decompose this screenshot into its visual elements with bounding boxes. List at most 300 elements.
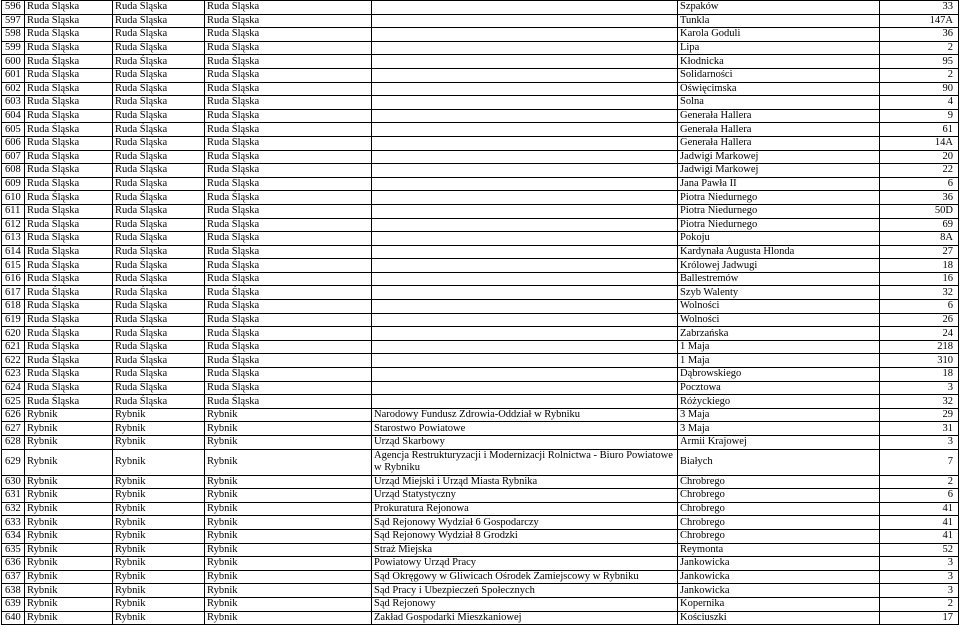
city-cell: Ruda Śląska xyxy=(25,204,113,218)
institution-cell xyxy=(372,1,678,15)
city-cell: Ruda Śląska xyxy=(25,218,113,232)
institution-cell xyxy=(372,82,678,96)
institution-cell xyxy=(372,191,678,205)
row-number: 632 xyxy=(2,502,25,516)
institution-cell: Prokuratura Rejonowa xyxy=(372,502,678,516)
table-row xyxy=(2,68,959,82)
municipality-cell: Rybnik xyxy=(205,543,372,557)
table-row xyxy=(2,109,959,123)
table-row xyxy=(2,55,959,69)
municipality-cell: Rybnik xyxy=(205,584,372,598)
row-number: 607 xyxy=(2,150,25,164)
building-number-cell: 95 xyxy=(880,55,959,69)
street-cell: Karola Goduli xyxy=(678,28,880,42)
city-cell: Rybnik xyxy=(25,584,113,598)
municipality-cell: Rybnik xyxy=(205,475,372,489)
street-cell: Kopernika xyxy=(678,597,880,611)
institution-cell xyxy=(372,368,678,382)
row-number: 612 xyxy=(2,218,25,232)
institution-cell xyxy=(372,41,678,55)
county-cell: Rybnik xyxy=(113,516,205,530)
city-cell: Ruda Śląska xyxy=(25,395,113,409)
row-number: 630 xyxy=(2,475,25,489)
table-row xyxy=(2,436,959,450)
row-number: 610 xyxy=(2,191,25,205)
street-cell: Pocztowa xyxy=(678,381,880,395)
street-cell: Tunkla xyxy=(678,14,880,28)
county-cell: Ruda Śląska xyxy=(113,1,205,15)
building-number-cell: 32 xyxy=(880,286,959,300)
table-row xyxy=(2,489,959,503)
building-number-cell: 90 xyxy=(880,82,959,96)
building-number-cell: 26 xyxy=(880,313,959,327)
table-row xyxy=(2,136,959,150)
county-cell: Ruda Śląska xyxy=(113,41,205,55)
row-number: 616 xyxy=(2,272,25,286)
row-number: 638 xyxy=(2,584,25,598)
municipality-cell: Ruda Śląska xyxy=(205,300,372,314)
city-cell: Ruda Śląska xyxy=(25,164,113,178)
table-row xyxy=(2,584,959,598)
table-row xyxy=(2,368,959,382)
row-number: 624 xyxy=(2,381,25,395)
municipality-cell: Rybnik xyxy=(205,436,372,450)
city-cell: Rybnik xyxy=(25,597,113,611)
institution-cell: Sąd Rejonowy Wydział 8 Grodzki xyxy=(372,529,678,543)
row-number: 620 xyxy=(2,327,25,341)
building-number-cell: 33 xyxy=(880,1,959,15)
row-number: 609 xyxy=(2,177,25,191)
institution-cell: Sąd Pracy i Ubezpieczeń Społecznych xyxy=(372,584,678,598)
institution-cell xyxy=(372,381,678,395)
municipality-cell: Rybnik xyxy=(205,557,372,571)
municipality-cell: Rybnik xyxy=(205,529,372,543)
row-number: 629 xyxy=(2,449,25,475)
street-cell: Armii Krajowej xyxy=(678,436,880,450)
table-row xyxy=(2,395,959,409)
city-cell: Rybnik xyxy=(25,516,113,530)
county-cell: Ruda Śląska xyxy=(113,218,205,232)
institution-cell xyxy=(372,354,678,368)
municipality-cell: Rybnik xyxy=(205,489,372,503)
institution-cell: Sąd Rejonowy Wydział 6 Gospodarczy xyxy=(372,516,678,530)
table-row xyxy=(2,597,959,611)
row-number: 611 xyxy=(2,204,25,218)
street-cell: Piotra Niedurnego xyxy=(678,218,880,232)
building-number-cell: 2 xyxy=(880,41,959,55)
street-cell: Generała Hallera xyxy=(678,109,880,123)
municipality-cell: Ruda Śląska xyxy=(205,286,372,300)
street-cell: Białych xyxy=(678,449,880,475)
municipality-cell: Ruda Śląska xyxy=(205,109,372,123)
building-number-cell: 7 xyxy=(880,449,959,475)
row-number: 636 xyxy=(2,557,25,571)
county-cell: Rybnik xyxy=(113,529,205,543)
county-cell: Ruda Śląska xyxy=(113,395,205,409)
table-row xyxy=(2,502,959,516)
building-number-cell: 9 xyxy=(880,109,959,123)
institution-cell xyxy=(372,313,678,327)
institution-cell xyxy=(372,14,678,28)
county-cell: Ruda Śląska xyxy=(113,232,205,246)
row-number: 605 xyxy=(2,123,25,137)
city-cell: Ruda Śląska xyxy=(25,55,113,69)
county-cell: Rybnik xyxy=(113,408,205,422)
county-cell: Ruda Śląska xyxy=(113,28,205,42)
street-cell: Szyb Walenty xyxy=(678,286,880,300)
county-cell: Ruda Śląska xyxy=(113,381,205,395)
row-number: 621 xyxy=(2,340,25,354)
county-cell: Rybnik xyxy=(113,570,205,584)
municipality-cell: Rybnik xyxy=(205,597,372,611)
county-cell: Rybnik xyxy=(113,584,205,598)
municipality-cell: Rybnik xyxy=(205,570,372,584)
institution-cell xyxy=(372,259,678,273)
county-cell: Ruda Śląska xyxy=(113,109,205,123)
institution-cell xyxy=(372,55,678,69)
street-cell: Generała Hallera xyxy=(678,136,880,150)
table-row xyxy=(2,1,959,15)
municipality-cell: Rybnik xyxy=(205,422,372,436)
building-number-cell: 8A xyxy=(880,232,959,246)
building-number-cell: 50D xyxy=(880,204,959,218)
city-cell: Ruda Śląska xyxy=(25,82,113,96)
street-cell: 3 Maja xyxy=(678,408,880,422)
municipality-cell: Rybnik xyxy=(205,611,372,625)
table-row xyxy=(2,300,959,314)
county-cell: Rybnik xyxy=(113,489,205,503)
building-number-cell: 32 xyxy=(880,395,959,409)
county-cell: Ruda Śląska xyxy=(113,300,205,314)
city-cell: Ruda Śląska xyxy=(25,1,113,15)
county-cell: Ruda Śląska xyxy=(113,327,205,341)
municipality-cell: Ruda Śląska xyxy=(205,272,372,286)
municipality-cell: Ruda Śląska xyxy=(205,96,372,110)
municipality-cell: Ruda Śląska xyxy=(205,28,372,42)
city-cell: Ruda Śląska xyxy=(25,150,113,164)
table-row xyxy=(2,327,959,341)
table-row xyxy=(2,232,959,246)
institution-cell xyxy=(372,150,678,164)
table-row xyxy=(2,422,959,436)
institution-cell xyxy=(372,327,678,341)
county-cell: Ruda Śląska xyxy=(113,368,205,382)
building-number-cell: 2 xyxy=(880,475,959,489)
street-cell: Wolności xyxy=(678,313,880,327)
city-cell: Ruda Śląska xyxy=(25,177,113,191)
building-number-cell: 3 xyxy=(880,570,959,584)
municipality-cell: Ruda Śląska xyxy=(205,164,372,178)
street-cell: Chrobrego xyxy=(678,516,880,530)
municipality-cell: Ruda Śląska xyxy=(205,150,372,164)
municipality-cell: Ruda Śląska xyxy=(205,123,372,137)
city-cell: Ruda Śląska xyxy=(25,368,113,382)
county-cell: Rybnik xyxy=(113,436,205,450)
building-number-cell: 3 xyxy=(880,584,959,598)
table-row xyxy=(2,218,959,232)
county-cell: Ruda Śląska xyxy=(113,313,205,327)
row-number: 637 xyxy=(2,570,25,584)
table-row xyxy=(2,381,959,395)
street-cell: Szpaków xyxy=(678,1,880,15)
institution-cell: Agencja Restrukturyzacji i Modernizacji Rolnictwa - Biuro Powiatowe w Rybniku xyxy=(372,449,678,475)
row-number: 623 xyxy=(2,368,25,382)
table-row xyxy=(2,191,959,205)
table-row xyxy=(2,164,959,178)
city-cell: Ruda Śląska xyxy=(25,123,113,137)
municipality-cell: Ruda Śląska xyxy=(205,340,372,354)
table-row xyxy=(2,340,959,354)
row-number: 617 xyxy=(2,286,25,300)
building-number-cell: 2 xyxy=(880,68,959,82)
street-cell: Jana Pawła II xyxy=(678,177,880,191)
building-number-cell: 61 xyxy=(880,123,959,137)
institution-cell xyxy=(372,300,678,314)
table-row xyxy=(2,177,959,191)
city-cell: Ruda Śląska xyxy=(25,41,113,55)
city-cell: Ruda Śląska xyxy=(25,381,113,395)
city-cell: Ruda Śląska xyxy=(25,232,113,246)
table-row xyxy=(2,449,959,475)
building-number-cell: 18 xyxy=(880,368,959,382)
county-cell: Ruda Śląska xyxy=(113,286,205,300)
street-cell: Jankowicka xyxy=(678,584,880,598)
county-cell: Ruda Śląska xyxy=(113,136,205,150)
city-cell: Ruda Śląska xyxy=(25,300,113,314)
institution-cell: Narodowy Fundusz Zdrowia-Oddział w Rybniku xyxy=(372,408,678,422)
building-number-cell: 27 xyxy=(880,245,959,259)
building-number-cell: 22 xyxy=(880,164,959,178)
county-cell: Rybnik xyxy=(113,475,205,489)
municipality-cell: Ruda Śląska xyxy=(205,313,372,327)
institution-cell: Starostwo Powiatowe xyxy=(372,422,678,436)
municipality-cell: Ruda Śląska xyxy=(205,177,372,191)
institution-cell xyxy=(372,340,678,354)
city-cell: Ruda Śląska xyxy=(25,68,113,82)
row-number: 598 xyxy=(2,28,25,42)
institution-cell xyxy=(372,245,678,259)
county-cell: Rybnik xyxy=(113,543,205,557)
row-number: 635 xyxy=(2,543,25,557)
building-number-cell: 6 xyxy=(880,177,959,191)
municipality-cell: Ruda Śląska xyxy=(205,259,372,273)
county-cell: Rybnik xyxy=(113,449,205,475)
building-number-cell: 17 xyxy=(880,611,959,625)
row-number: 622 xyxy=(2,354,25,368)
county-cell: Rybnik xyxy=(113,557,205,571)
building-number-cell: 29 xyxy=(880,408,959,422)
row-number: 619 xyxy=(2,313,25,327)
building-number-cell: 4 xyxy=(880,96,959,110)
street-cell: Pokoju xyxy=(678,232,880,246)
county-cell: Ruda Śląska xyxy=(113,55,205,69)
street-cell: Wolności xyxy=(678,300,880,314)
institution-cell xyxy=(372,136,678,150)
row-number: 601 xyxy=(2,68,25,82)
street-cell: 1 Maja xyxy=(678,354,880,368)
table-row xyxy=(2,82,959,96)
table-row xyxy=(2,529,959,543)
street-cell: Solidarności xyxy=(678,68,880,82)
street-cell: Jankowicka xyxy=(678,570,880,584)
institution-cell xyxy=(372,286,678,300)
row-number: 628 xyxy=(2,436,25,450)
row-number: 626 xyxy=(2,408,25,422)
institution-cell xyxy=(372,109,678,123)
building-number-cell: 218 xyxy=(880,340,959,354)
institution-cell: Urząd Miejski i Urząd Miasta Rybnika xyxy=(372,475,678,489)
institution-cell xyxy=(372,164,678,178)
building-number-cell: 41 xyxy=(880,502,959,516)
street-cell: Ballestremów xyxy=(678,272,880,286)
city-cell: Ruda Śląska xyxy=(25,340,113,354)
county-cell: Ruda Śląska xyxy=(113,96,205,110)
street-cell: Chrobrego xyxy=(678,489,880,503)
municipality-cell: Ruda Śląska xyxy=(205,14,372,28)
building-number-cell: 36 xyxy=(880,191,959,205)
city-cell: Ruda Śląska xyxy=(25,354,113,368)
street-cell: Solna xyxy=(678,96,880,110)
building-number-cell: 16 xyxy=(880,272,959,286)
municipality-cell: Ruda Śląska xyxy=(205,368,372,382)
row-number: 608 xyxy=(2,164,25,178)
row-number: 596 xyxy=(2,1,25,15)
table-body xyxy=(2,1,959,625)
row-number: 640 xyxy=(2,611,25,625)
city-cell: Ruda Śląska xyxy=(25,96,113,110)
municipality-cell: Ruda Śląska xyxy=(205,55,372,69)
building-number-cell: 6 xyxy=(880,489,959,503)
table-row xyxy=(2,259,959,273)
street-cell: 3 Maja xyxy=(678,422,880,436)
municipality-cell: Ruda Śląska xyxy=(205,395,372,409)
table-row xyxy=(2,408,959,422)
street-cell: Jankowicka xyxy=(678,557,880,571)
county-cell: Ruda Śląska xyxy=(113,150,205,164)
street-cell: Zabrzańska xyxy=(678,327,880,341)
table-row xyxy=(2,516,959,530)
building-number-cell: 147A xyxy=(880,14,959,28)
county-cell: Rybnik xyxy=(113,611,205,625)
building-number-cell: 3 xyxy=(880,436,959,450)
county-cell: Ruda Śląska xyxy=(113,164,205,178)
city-cell: Ruda Śląska xyxy=(25,28,113,42)
institution-cell: Sąd Rejonowy xyxy=(372,597,678,611)
street-cell: Chrobrego xyxy=(678,475,880,489)
building-number-cell: 3 xyxy=(880,381,959,395)
street-cell: 1 Maja xyxy=(678,340,880,354)
city-cell: Rybnik xyxy=(25,570,113,584)
municipality-cell: Ruda Śląska xyxy=(205,82,372,96)
city-cell: Rybnik xyxy=(25,611,113,625)
institution-cell xyxy=(372,395,678,409)
street-cell: Dąbrowskiego xyxy=(678,368,880,382)
table-row xyxy=(2,41,959,55)
street-cell: Lipa xyxy=(678,41,880,55)
street-cell: Oświęcimska xyxy=(678,82,880,96)
institution-cell xyxy=(372,28,678,42)
row-number: 604 xyxy=(2,109,25,123)
city-cell: Ruda Śląska xyxy=(25,313,113,327)
county-cell: Ruda Śląska xyxy=(113,191,205,205)
county-cell: Ruda Śląska xyxy=(113,14,205,28)
building-number-cell: 36 xyxy=(880,28,959,42)
municipality-cell: Ruda Śląska xyxy=(205,68,372,82)
row-number: 599 xyxy=(2,41,25,55)
municipality-cell: Ruda Śląska xyxy=(205,354,372,368)
city-cell: Ruda Śląska xyxy=(25,136,113,150)
municipality-cell: Rybnik xyxy=(205,516,372,530)
street-cell: Kłodnicka xyxy=(678,55,880,69)
city-cell: Rybnik xyxy=(25,449,113,475)
building-number-cell: 3 xyxy=(880,557,959,571)
street-cell: Generała Hallera xyxy=(678,123,880,137)
municipality-cell: Ruda Śląska xyxy=(205,232,372,246)
table-row xyxy=(2,286,959,300)
city-cell: Ruda Śląska xyxy=(25,191,113,205)
city-cell: Ruda Śląska xyxy=(25,286,113,300)
table-row xyxy=(2,28,959,42)
city-cell: Rybnik xyxy=(25,502,113,516)
row-number: 602 xyxy=(2,82,25,96)
city-cell: Rybnik xyxy=(25,475,113,489)
city-cell: Ruda Śląska xyxy=(25,109,113,123)
institution-cell: Straż Miejska xyxy=(372,543,678,557)
table-row xyxy=(2,557,959,571)
municipality-cell: Ruda Śląska xyxy=(205,327,372,341)
municipality-cell: Ruda Śląska xyxy=(205,191,372,205)
street-cell: Piotra Niedurnego xyxy=(678,191,880,205)
municipality-cell: Ruda Śląska xyxy=(205,245,372,259)
row-number: 606 xyxy=(2,136,25,150)
building-number-cell: 52 xyxy=(880,543,959,557)
street-cell: Jadwigi Markowej xyxy=(678,164,880,178)
row-number: 633 xyxy=(2,516,25,530)
table-row xyxy=(2,543,959,557)
row-number: 600 xyxy=(2,55,25,69)
building-number-cell: 41 xyxy=(880,516,959,530)
row-number: 613 xyxy=(2,232,25,246)
county-cell: Ruda Śląska xyxy=(113,123,205,137)
municipality-cell: Ruda Śląska xyxy=(205,41,372,55)
county-cell: Ruda Śląska xyxy=(113,259,205,273)
institution-cell: Powiatowy Urząd Pracy xyxy=(372,557,678,571)
city-cell: Rybnik xyxy=(25,436,113,450)
table-row xyxy=(2,354,959,368)
institution-cell xyxy=(372,123,678,137)
institution-cell xyxy=(372,68,678,82)
street-cell: Chrobrego xyxy=(678,502,880,516)
building-number-cell: 2 xyxy=(880,597,959,611)
county-cell: Ruda Śląska xyxy=(113,245,205,259)
institution-cell: Sąd Okręgowy w Gliwicach Ośrodek Zamiejscowy w Rybniku xyxy=(372,570,678,584)
building-number-cell: 6 xyxy=(880,300,959,314)
county-cell: Ruda Śląska xyxy=(113,204,205,218)
building-number-cell: 41 xyxy=(880,529,959,543)
county-cell: Rybnik xyxy=(113,597,205,611)
street-cell: Królowej Jadwugi xyxy=(678,259,880,273)
building-number-cell: 14A xyxy=(880,136,959,150)
institution-cell: Urząd Skarbowy xyxy=(372,436,678,450)
table-row xyxy=(2,475,959,489)
county-cell: Ruda Śląska xyxy=(113,340,205,354)
institution-cell: Urząd Statystyczny xyxy=(372,489,678,503)
county-cell: Ruda Śląska xyxy=(113,354,205,368)
institution-cell xyxy=(372,218,678,232)
county-cell: Ruda Śląska xyxy=(113,177,205,191)
table-row xyxy=(2,611,959,625)
row-number: 627 xyxy=(2,422,25,436)
